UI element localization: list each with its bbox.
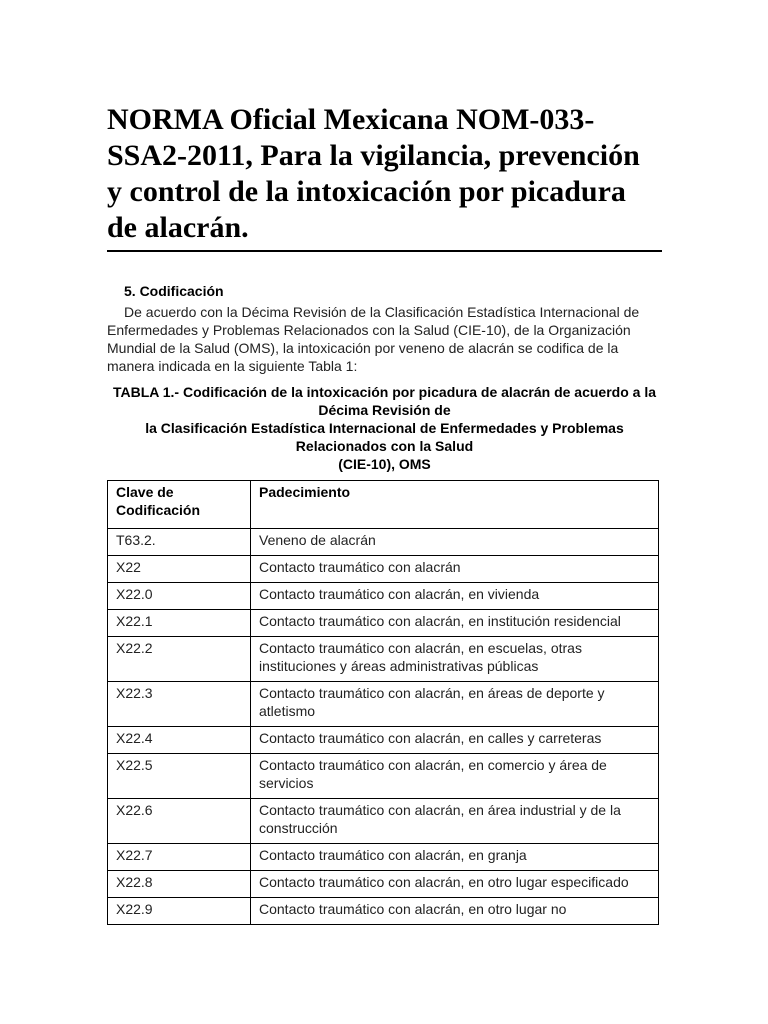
code-cell: X22.9 (108, 898, 251, 925)
code-cell: X22 (108, 556, 251, 583)
code-cell: X22.2 (108, 637, 251, 682)
condition-cell: Contacto traumático con alacrán, en granja (251, 844, 659, 871)
condition-cell: Contacto traumático con alacrán, en áreas de deporte y atletismo (251, 682, 659, 727)
code-cell: X22.1 (108, 610, 251, 637)
condition-cell: Contacto traumático con alacrán, en área industrial y de la construcción (251, 799, 659, 844)
condition-cell: Contacto traumático con alacrán, en escuelas, otras instituciones y áreas administrativas públicas (251, 637, 659, 682)
table-row (108, 556, 659, 583)
document-page (107, 96, 662, 925)
condition-cell: Contacto traumático con alacrán, en otro lugar especificado (251, 871, 659, 898)
table-row (108, 871, 659, 898)
table-row (108, 844, 659, 871)
table-row (108, 799, 659, 844)
column-header-code: Clave de Codificación (108, 481, 251, 529)
intro-paragraph: De acuerdo con la Décima Revisión de la Clasificación Estadística Internacional de Enfermedades y Problemas Relacionados con la Salud (CIE-10), de la Organización Mundial de la Salud (OMS), la intoxicación por veneno de alacrán se codifica de la manera indicada en la siguiente Tabla 1: (107, 304, 640, 374)
column-header-condition: Padecimiento (251, 481, 659, 529)
code-cell: T63.2. (108, 529, 251, 556)
condition-cell: Contacto traumático con alacrán, en comercio y área de servicios (251, 754, 659, 799)
condition-cell: Veneno de alacrán (251, 529, 659, 556)
code-cell: X22.4 (108, 727, 251, 754)
condition-cell: Contacto traumático con alacrán (251, 556, 659, 583)
code-cell: X22.5 (108, 754, 251, 799)
table-header-row (108, 481, 659, 529)
table-caption (107, 383, 662, 473)
table-caption-line: (CIE-10), OMS (338, 456, 431, 472)
table-row (108, 610, 659, 637)
table-row (108, 898, 659, 925)
table-row (108, 754, 659, 799)
codification-table (107, 480, 659, 925)
code-cell: X22.7 (108, 844, 251, 871)
condition-cell: Contacto traumático con alacrán, en institución residencial (251, 610, 659, 637)
table-row (108, 529, 659, 556)
table-row (108, 637, 659, 682)
code-cell: X22.8 (108, 871, 251, 898)
code-cell: X22.3 (108, 682, 251, 727)
code-cell: X22.0 (108, 583, 251, 610)
section-heading: 5. Codificación (124, 283, 224, 299)
table-row (108, 682, 659, 727)
code-cell: X22.6 (108, 799, 251, 844)
document-title: NORMA Oficial Mexicana NOM-033-SSA2-2011, Para la vigilancia, prevención y control de la intoxicación por picadura de alacrán. (107, 96, 662, 252)
table-caption-line: TABLA 1.- Codificación de la intoxicación por picadura de alacrán de acuerdo a la Décima Revisión de (112, 384, 657, 418)
table-caption-line: la Clasificación Estadística Internacional de Enfermedades y Problemas Relacionados con la Salud (145, 420, 624, 454)
table-row (108, 727, 659, 754)
condition-cell: Contacto traumático con alacrán, en calles y carreteras (251, 727, 659, 754)
condition-cell: Contacto traumático con alacrán, en vivienda (251, 583, 659, 610)
condition-cell: Contacto traumático con alacrán, en otro lugar no (251, 898, 659, 925)
table-row (108, 583, 659, 610)
